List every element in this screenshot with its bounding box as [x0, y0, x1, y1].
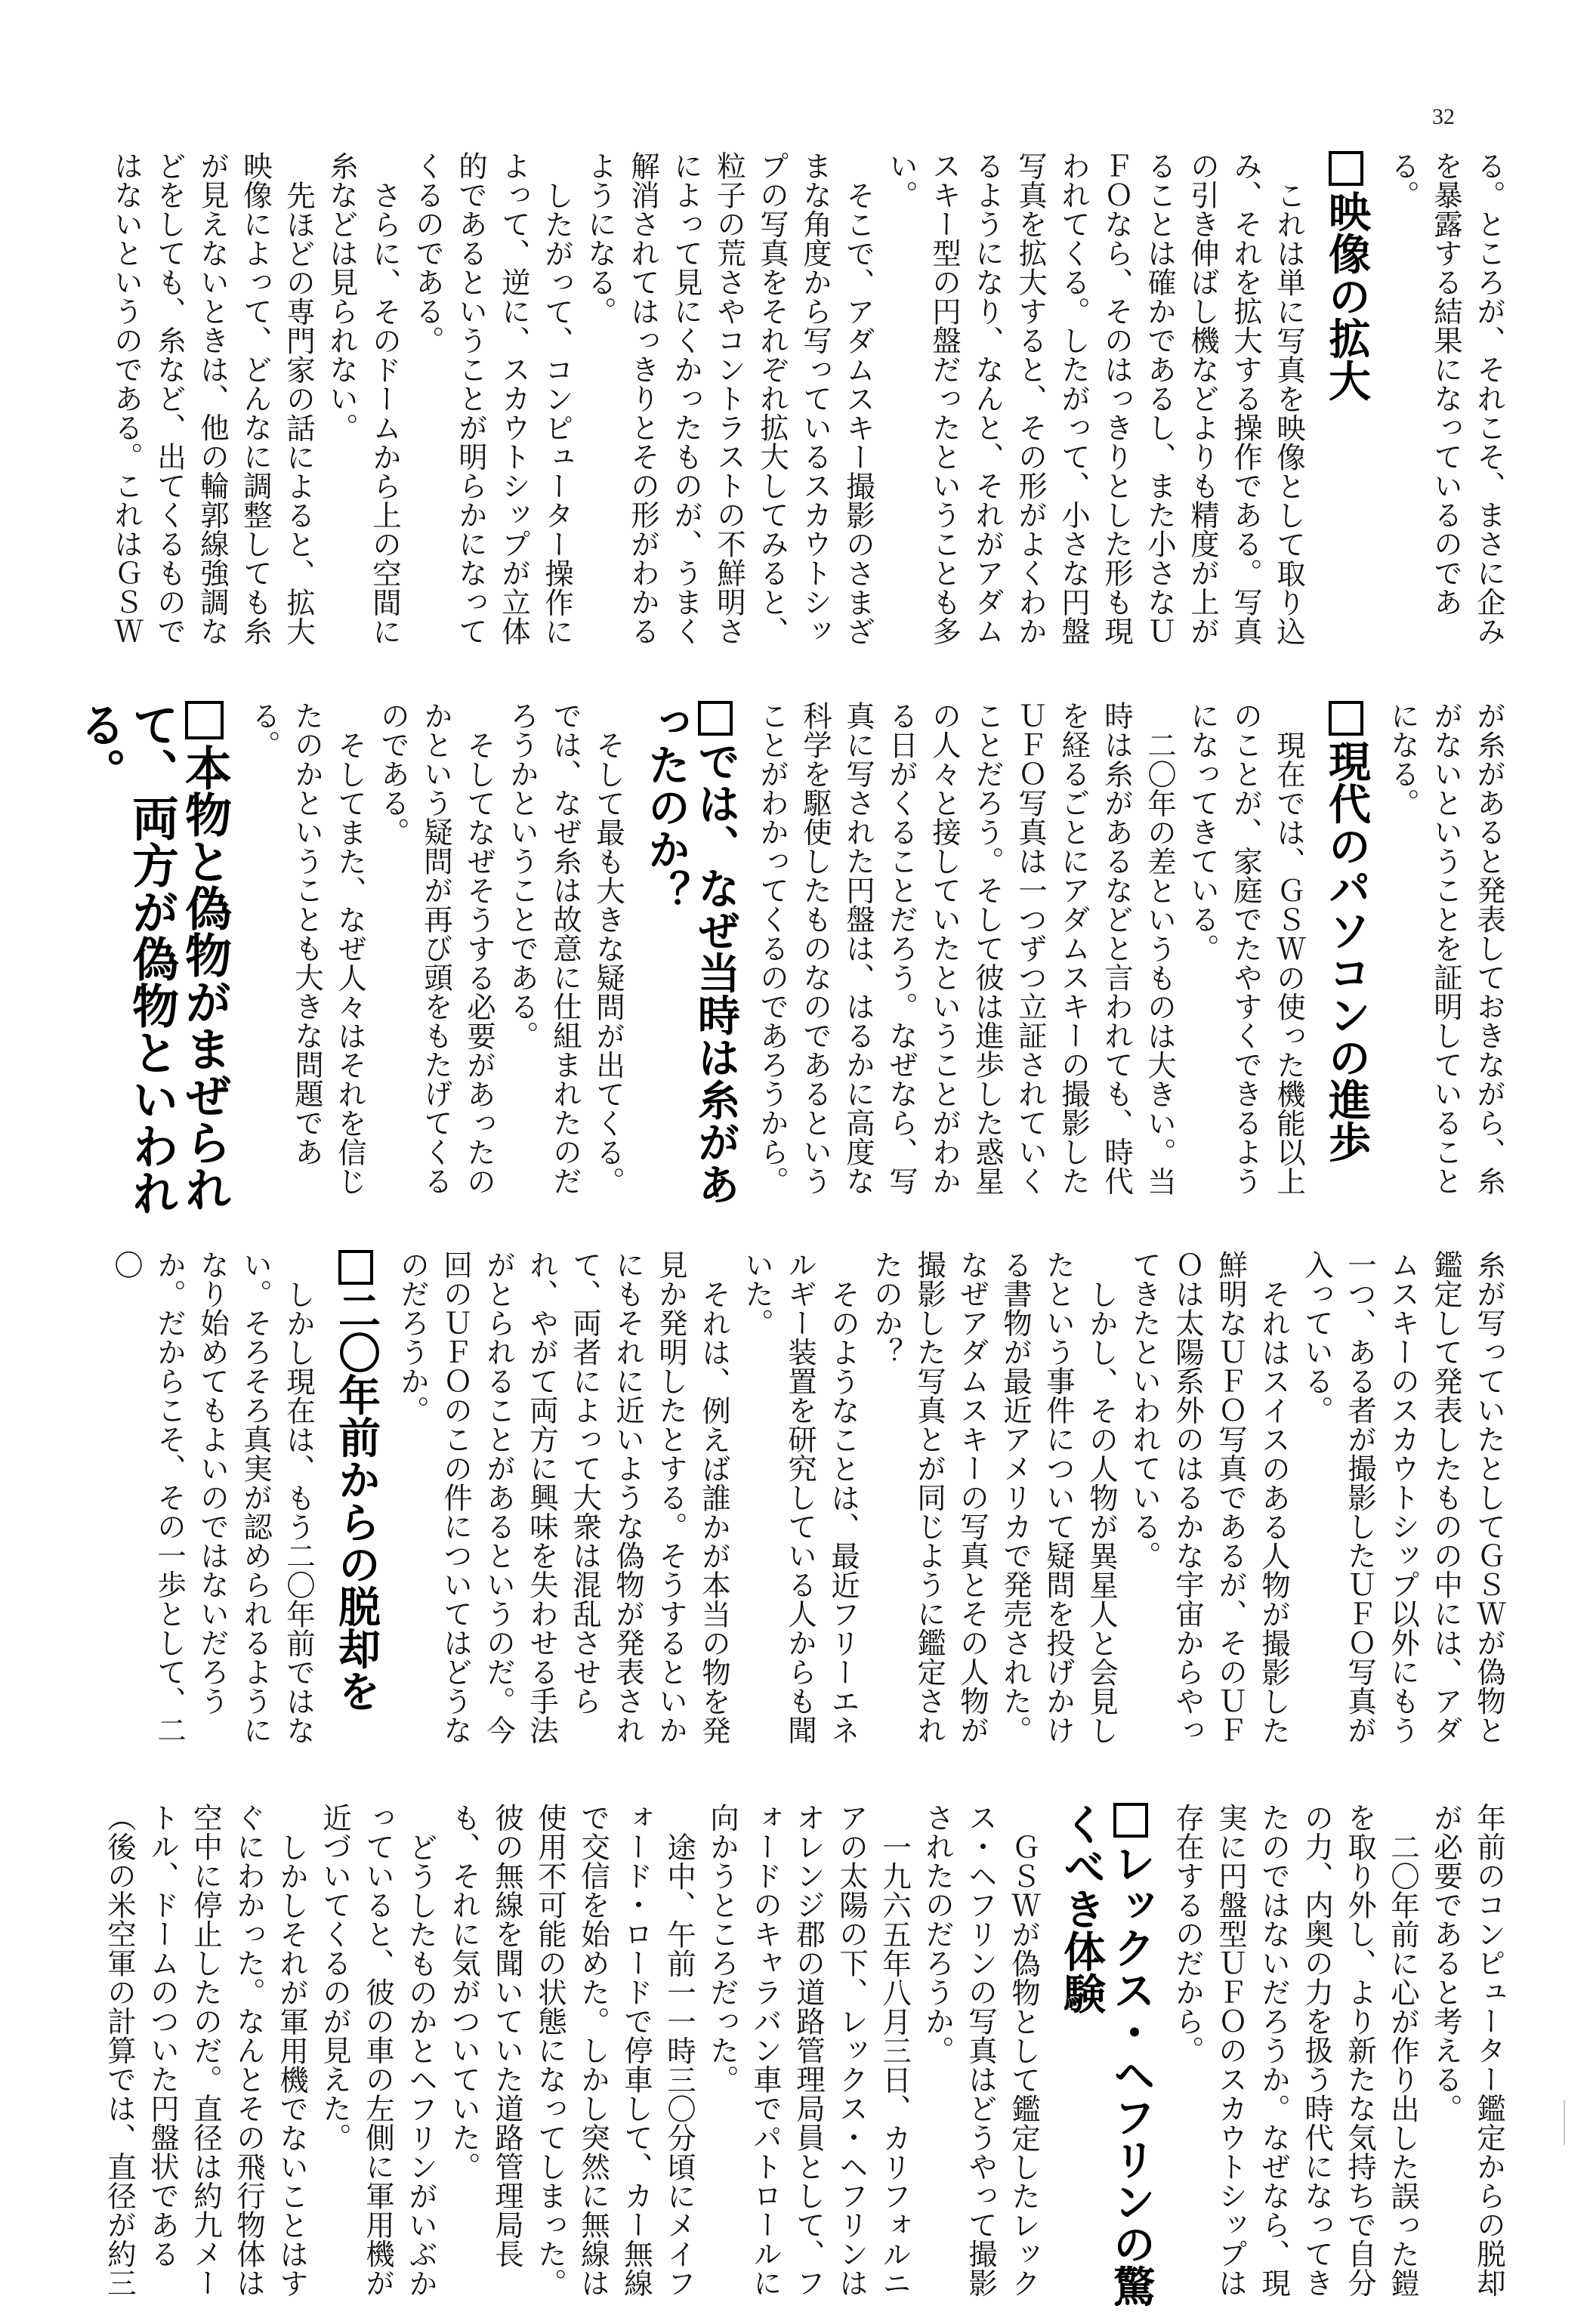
paragraph: 二〇年の差というものは大きい。当時は糸があるなどと言われても、時代を経るごとにアダムスキーの撮影したＵＦＯ写真は一つずつ立証されていくことだろう。そして彼は進歩した惑星の人々と接していたということがわかる日がくることだろう。なぜなら、写真に写された円盤は、はるかに高度な科学を駆使したものなのであるということがわかってくるのであろうから。: [755, 701, 1177, 1196]
text-tier-3: [110, 1250, 1511, 1771]
page-number: 32: [1432, 104, 1455, 129]
heading-box-icon: [698, 701, 733, 736]
section-heading: 二〇年前からの脱却を: [331, 1250, 381, 1771]
paragraph: 一九六五年八月三日、カリフォルニアの太陽の下、レックス・ヘフリンはオレンジ郡の道路管理局員として、フォードのキャラバン車でパトロールに向かうところだった。: [705, 1803, 912, 2298]
section-heading: レックス・ヘフリンの驚くべき体験: [1057, 1803, 1156, 2307]
text-tier-4: [103, 1803, 1511, 2324]
paragraph: 二〇年前に心が作り出した誤った鎧を取り外し、より新たな気持ちで自分の力、内奥の力を扱う時代になってきたのではないだろうか。なぜなら、現実に円盤型ＵＦＯのスカウトシップは存在するのだから。: [1171, 1803, 1420, 2298]
paragraph: しかし現在は、もう二〇年前ではない。そろそろ真実が認められるようになり始めてもよいのではないだろうか。だからこそ、その一歩として、二〇: [110, 1250, 316, 1745]
paragraph: どうしたものかとヘフリンがいぶかっていると、彼の車の左側に軍用機が近づいてくるのが見えた。: [318, 1803, 438, 2298]
paragraph: 年前のコンピューター鑑定からの脱却が必要であると考える。: [1429, 1803, 1506, 2298]
paragraph: そこで、アダムスキー撮影のさまざまな角度から写っているスカウトシップの写真をそれぞれ拡大してみると、粒子の荒さやコントラストの不鮮明さによって見にくかったものが、うまく解消されてはっきりとその形がわかるようになる。: [583, 151, 875, 646]
heading-box-icon: [1113, 1803, 1148, 1838]
paragraph: る。ところが、それこそ、まさに企みを暴露する結果になっているのである。: [1386, 151, 1506, 646]
paragraph: そして最も大きな疑問が出てくる。では、なぜ糸は故意に仕組まれたのだろうかということである。: [505, 701, 625, 1196]
heading-box-icon: [1329, 701, 1363, 736]
section-heading: では、なぜ当時は糸があったのか？: [641, 701, 740, 1205]
heading-box-icon: [338, 1250, 373, 1285]
paragraph: 先ほどの専門家の話によると、拡大映像によって、どんなに調整しても糸が見えないときは、他の輪郭線強調などをしても、糸など、出てくるものではないというのである。これはＧＳＷ: [110, 151, 316, 646]
paragraph: これは単に写真を映像として取り込み、それを拡大する操作である。写真の引き伸ばし機などよりも精度が上がることは確かであるし、また小さなＵＦＯなら、そのはっきりとした形も現われてくる。したがって、小さな円盤写真を拡大すると、その形がよくわかるようになり、なんと、それがアダムスキー型の円盤だったということも多い。: [884, 151, 1306, 646]
paragraph: それはスイスのある人物が撮影した鮮明なＵＦＯ写真であるが、そのＵＦＯは太陽系外のはるかな宇宙からやってきたといわれている。: [1128, 1250, 1291, 1745]
margin-mark: [1564, 2100, 1565, 2145]
paragraph: しかしそれが軍用機でないことはすぐにわかった。なんとその飛行物体は空中に停止したのだ。直径は約九メートル、ドームのついた円盤状である（後の米空軍の計算では、直径が約三: [103, 1803, 309, 2298]
text-tier-2: [71, 701, 1511, 1222]
paragraph: ＧＳＷが偽物として鑑定したレックス・ヘフリンの写真はどうやって撮影されたのだろうか。: [921, 1803, 1041, 2298]
paragraph: が糸があると発表しておきながら、糸がないということを証明していることになる。: [1386, 701, 1506, 1196]
paragraph: 糸が写っていたとしてＧＳＷが偽物と鑑定して発表したものの中には、アダムスキーのスカウトシップ以外にもう一つ、ある者が撮影したＵＦＯ写真が入っている。: [1300, 1250, 1506, 1745]
paragraph: さらに、そのドームから上の空間に糸などは見られない。: [325, 151, 402, 646]
paragraph: したがって、コンピューター操作によって、逆に、スカウトシップが立体的であるということが明らかになってくるのである。: [411, 151, 574, 646]
text-tier-1: [110, 151, 1511, 672]
heading-box-icon: [185, 701, 224, 739]
paragraph: そのようなことは、最近フリーエネルギー装置を研究している人からも聞いた。: [740, 1250, 860, 1745]
paragraph: 途中、午前一一時三〇分頃にメイフォード・ロードで停車して、カー無線で交信を始めた。しかし突然に無線は使用不可能の状態になってしまった。彼の無線を聞いていた道路管理局長も、それに気がついていた。: [447, 1803, 696, 2298]
heading-box-icon: [1329, 151, 1363, 186]
paragraph: 現在では、ＧＳＷの使った機能以上のことが、家庭でたやすくできるようになってきている。: [1186, 701, 1306, 1196]
paragraph: しかし、その人物が異星人と会見したという事件について疑問を投げかける書物が最近アメリカで発売された。なぜアダムスキーの写真とその人物が撮影した写真とが同じように鑑定されたのか？: [869, 1250, 1119, 1745]
section-heading: 本物と偽物がまぜられて、両方が偽物といわれる。: [71, 701, 233, 1216]
paragraph: そしてなぜそうする必要があったのかという疑問が再び頭をもたげてくるのである。: [376, 701, 496, 1196]
paragraph: そしてまた、なぜ人々はそれを信じたのかということも大きな問題である。: [247, 701, 367, 1196]
section-heading: 現代のパソコンの進歩: [1321, 701, 1371, 1222]
paragraph: それは、例えば誰かが本当の物を発見か発明したとする。そうするといかにもそれに近いような偽物が発表されて、両者によって大衆は混乱させられ、やがて両方に興味を失わせる手法がとられることがあるというのだ。今回のＵＦＯのこの件についてはどうなのだろうか。: [396, 1250, 731, 1745]
section-heading: 映像の拡大: [1321, 151, 1371, 672]
